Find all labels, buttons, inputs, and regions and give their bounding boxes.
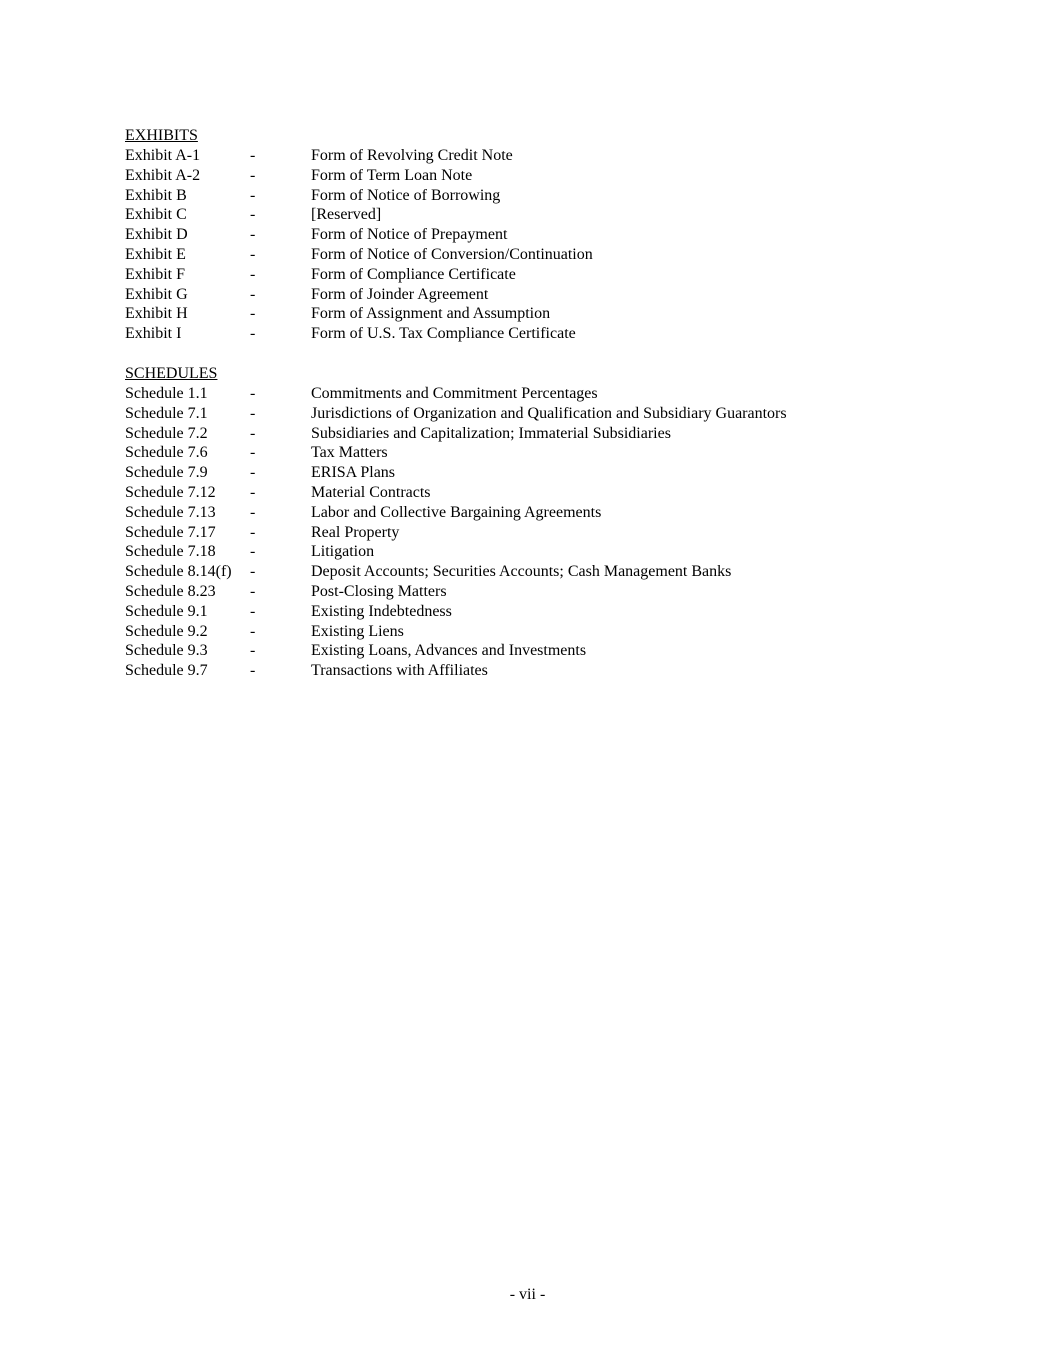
entry-separator: - [250,602,256,620]
exhibit-description: Form of Assignment and Assumption [311,305,551,323]
schedules-list [125,384,787,681]
schedule-entry [125,542,375,562]
schedule-label: Schedule 7.6 [125,444,208,462]
schedule-entry [125,523,400,543]
schedule-entry [125,483,431,503]
schedule-description: Commitments and Commitment Percentages [311,385,598,402]
entry-separator: - [250,483,256,501]
schedules-heading: SCHEDULES [125,365,218,382]
schedule-entry [125,562,732,582]
entry-separator: - [250,444,256,462]
entry-separator: - [250,285,256,303]
entry-separator: - [250,305,256,323]
exhibit-entry [125,205,382,225]
exhibit-description: Form of U.S. Tax Compliance Certificate [311,325,576,343]
exhibits-heading: EXHIBITS [125,127,198,144]
entry-separator: - [250,385,256,402]
schedule-entry [125,641,587,661]
exhibit-entry [125,324,576,344]
exhibit-description: Form of Joinder Agreement [311,285,489,303]
schedule-label: Schedule 9.3 [125,642,208,660]
schedule-label: Schedule 9.2 [125,622,208,640]
schedule-description: Material Contracts [311,483,431,501]
entry-separator: - [250,265,256,283]
schedule-description: ERISA Plans [311,464,396,482]
entry-separator: - [250,543,256,561]
exhibit-entry [125,304,551,324]
entry-separator: - [250,582,256,600]
exhibits-section [125,126,593,344]
exhibit-entry [125,245,593,265]
entry-separator: - [250,662,256,680]
schedule-description: Labor and Collective Bargaining Agreements [311,503,602,521]
schedule-label: Schedule 1.1 [125,385,208,402]
entry-separator: - [250,523,256,541]
exhibit-description: Form of Notice of Borrowing [311,186,501,204]
exhibit-description: Form of Compliance Certificate [311,265,516,283]
schedule-description: Deposit Accounts; Securities Accounts; Cash Management Banks [311,563,732,581]
schedule-entry [125,404,787,424]
exhibit-entry [125,166,473,186]
entry-separator: - [250,563,256,581]
entry-separator: - [250,245,256,263]
entry-separator: - [250,503,256,521]
schedule-description: Tax Matters [311,444,388,462]
exhibit-description: Form of Revolving Credit Note [311,147,513,164]
exhibits-list [125,146,593,344]
exhibit-label: Exhibit F [125,265,186,283]
schedule-description: Subsidiaries and Capitalization; Immaterial Subsidiaries [311,424,671,442]
entry-separator: - [250,325,256,343]
exhibit-label: Exhibit E [125,245,186,263]
exhibit-label: Exhibit G [125,285,188,303]
schedules-section [125,364,787,681]
exhibit-description: [Reserved] [311,206,382,224]
schedule-entry [125,661,488,681]
schedule-entry [125,463,396,483]
exhibit-description: Form of Notice of Conversion/Continuation [311,245,593,263]
schedule-entry [125,424,671,444]
exhibit-entry [125,225,508,245]
exhibit-label: Exhibit C [125,206,187,224]
schedule-entry [125,582,447,602]
entry-separator: - [250,166,256,184]
page-number: - vii - [509,1286,546,1303]
schedule-label: Schedule 7.18 [125,543,216,561]
schedule-label: Schedule 8.14(f) [125,563,232,581]
exhibit-description: Form of Notice of Prepayment [311,226,508,244]
entry-separator: - [250,404,256,422]
schedule-label: Schedule 7.2 [125,424,208,442]
schedule-entry [125,602,452,622]
schedule-description: Real Property [311,523,400,541]
entry-separator: - [250,424,256,442]
schedule-description: Post-Closing Matters [311,582,447,600]
exhibit-label: Exhibit B [125,186,187,204]
entry-separator: - [250,226,256,244]
entry-separator: - [250,206,256,224]
schedule-entry [125,622,404,642]
entry-separator: - [250,147,256,164]
exhibit-label: Exhibit A-2 [125,166,201,184]
exhibit-entry [125,285,489,305]
schedule-label: Schedule 7.12 [125,483,216,501]
schedule-label: Schedule 9.7 [125,662,208,680]
schedule-entry [125,443,388,463]
entry-separator: - [250,464,256,482]
exhibit-entry [125,146,513,166]
schedule-label: Schedule 9.1 [125,602,208,620]
schedule-description: Jurisdictions of Organization and Qualification and Subsidiary Guarantors [311,404,787,422]
exhibit-entry [125,265,516,285]
schedule-label: Schedule 7.17 [125,523,216,541]
schedule-label: Schedule 7.9 [125,464,208,482]
schedule-description: Transactions with Affiliates [311,662,488,680]
entry-separator: - [250,642,256,660]
entry-separator: - [250,186,256,204]
entry-separator: - [250,622,256,640]
schedule-entry [125,384,598,404]
exhibit-label: Exhibit A-1 [125,147,201,164]
exhibit-entry [125,186,501,206]
exhibit-label: Exhibit D [125,226,188,244]
schedule-description: Existing Loans, Advances and Investments [311,642,587,660]
schedule-description: Existing Liens [311,622,404,640]
exhibit-label: Exhibit H [125,305,188,323]
schedule-description: Litigation [311,543,375,561]
schedule-entry [125,503,602,523]
exhibit-label: Exhibit I [125,325,182,343]
schedule-label: Schedule 7.1 [125,404,208,422]
schedule-label: Schedule 7.13 [125,503,216,521]
schedule-description: Existing Indebtedness [311,602,452,620]
exhibit-description: Form of Term Loan Note [311,166,473,184]
schedule-label: Schedule 8.23 [125,582,216,600]
